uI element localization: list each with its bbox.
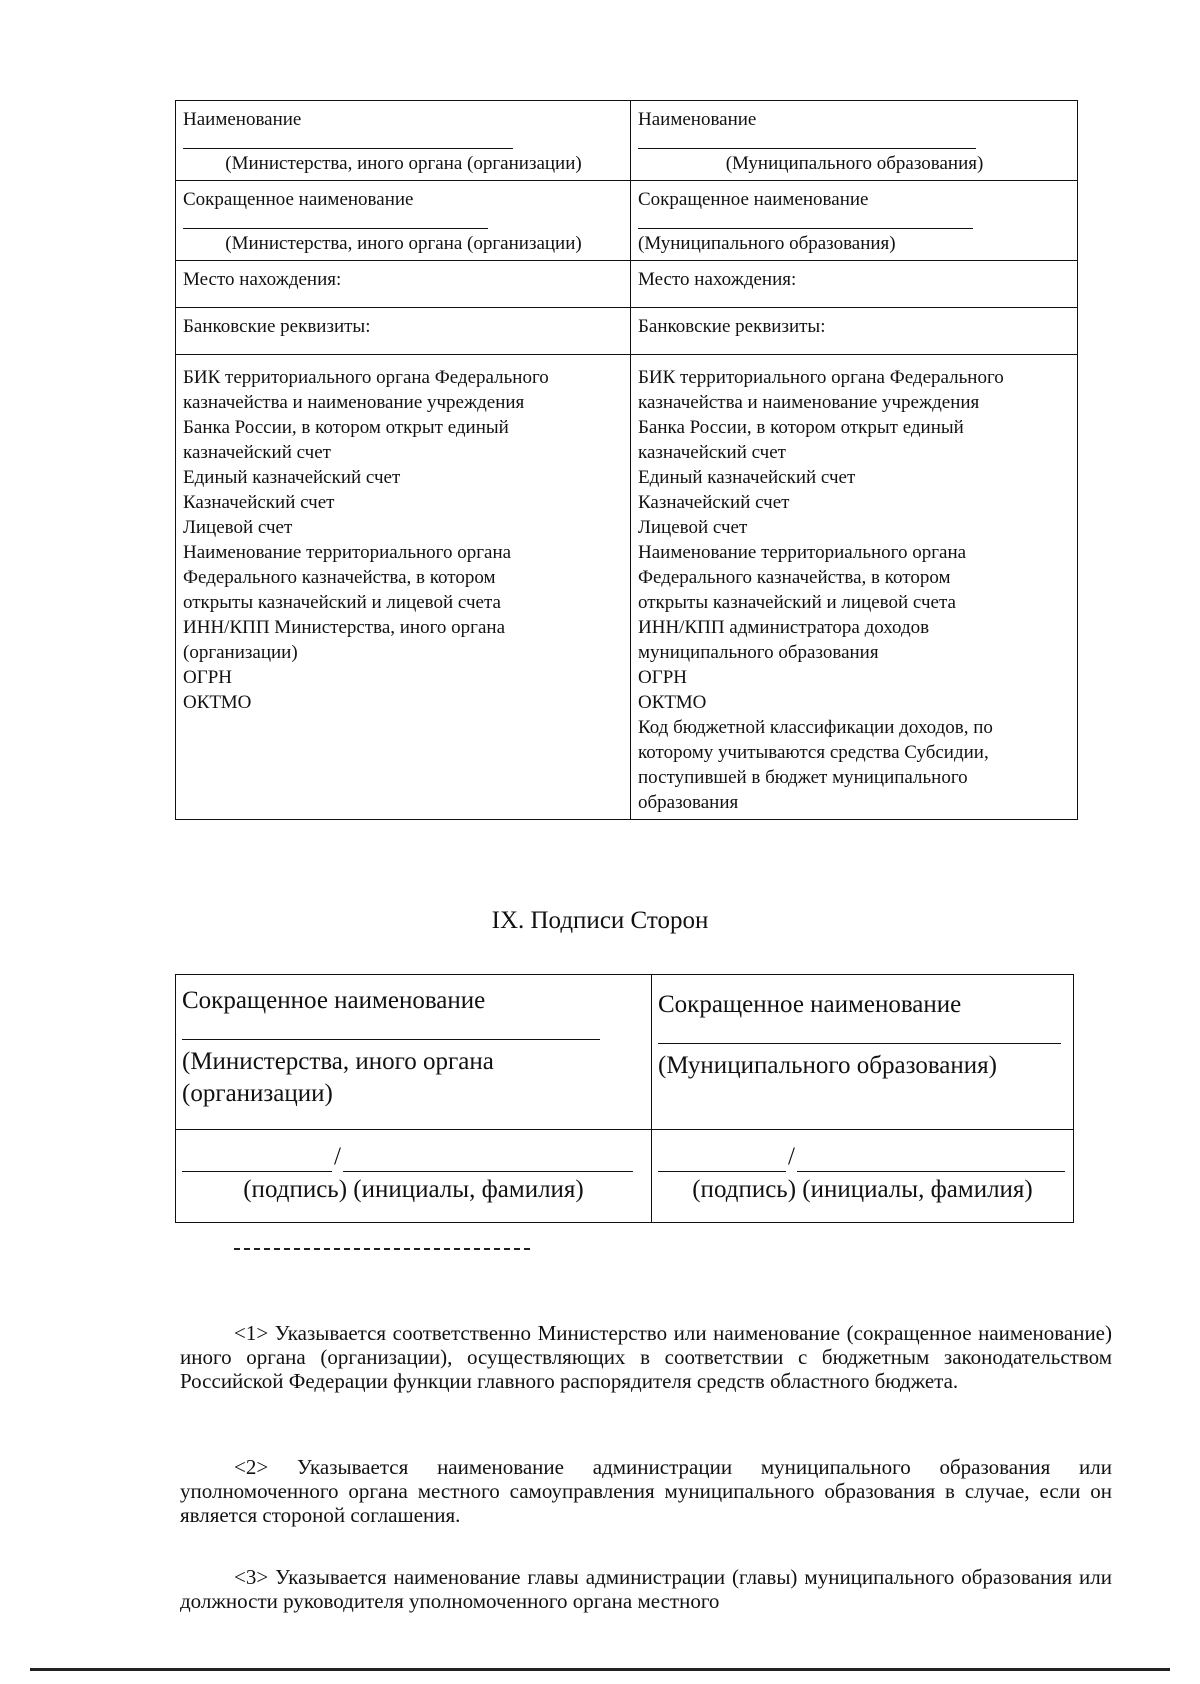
left-name-label: Наименование: [183, 109, 302, 130]
left-detail-line: (организации): [183, 642, 298, 663]
short-name-row: [176, 181, 1078, 261]
footnote-2: <2> Указывается наименование администрации муниципального образования или уполномоченного органа местного самоуправления муниципального образования в случае, если он является стороной соглашения.: [180, 1455, 1112, 1527]
bank-row: [176, 308, 1078, 355]
left-detail-line: Банка России, в котором открыт единый: [183, 417, 509, 438]
section-heading: IX. Подписи Сторон: [491, 907, 709, 934]
right-detail-line: БИК территориального органа Федерального: [638, 367, 1004, 388]
right-name-cell: [631, 101, 1078, 181]
left-detail-line: Единый казначейский счет: [183, 467, 401, 488]
left-detail-line: Федерального казначейства, в котором: [183, 567, 496, 588]
footnote-1: <1> Указывается соответственно Министерство или наименование (сокращенное наименование) иного органа (организации), осуществляющих в соответствии с бюджетным законодательством Российской Федерации функции главного распорядителя средств областного бюджета.: [180, 1321, 1112, 1393]
right-detail-line: муниципального образования: [638, 642, 879, 663]
right-detail-line: поступившей в бюджет муниципального: [638, 767, 968, 788]
right-detail-line: ОГРН: [638, 667, 687, 688]
right-detail-line: Лицевой счет: [638, 517, 748, 538]
right-detail-line: Единый казначейский счет: [638, 467, 856, 488]
page-bottom-rule: [30, 1668, 1170, 1671]
sig-left-slash: /: [334, 1143, 341, 1170]
right-short-label: Сокращенное наименование: [638, 189, 869, 210]
right-detail-line: Код бюджетной классификации доходов, по: [638, 717, 993, 738]
sig-right-name-blank: [797, 1141, 1065, 1172]
location-row: [176, 261, 1078, 308]
right-detail-line: ОКТМО: [638, 692, 707, 713]
left-short-label: Сокращенное наименование: [183, 189, 414, 210]
left-detail-line: ОКТМО: [183, 692, 252, 713]
left-short-cell: [176, 181, 631, 261]
right-name-sub: (Муниципального образования): [725, 153, 984, 174]
sig-left-signature-blank: [182, 1141, 332, 1172]
sig-left-sub-line1: (Министерства, иного органа: [182, 1048, 494, 1075]
left-details-list: [183, 365, 624, 715]
right-detail-line: казначейства и наименование учреждения: [638, 392, 980, 413]
right-detail-line: Банка России, в котором открыт единый: [638, 417, 964, 438]
right-location-cell: Место нахождения:: [631, 261, 1078, 308]
right-details-cell: [631, 355, 1078, 820]
left-bank-cell: Банковские реквизиты:: [176, 308, 631, 355]
footnote-divider: [234, 1248, 530, 1250]
sig-right-sign-cell: [652, 1130, 1074, 1223]
right-bank-cell: Банковские реквизиты:: [631, 308, 1078, 355]
right-detail-line: ИНН/КПП администратора доходов: [638, 617, 930, 638]
right-detail-line: открыты казначейский и лицевой счета: [638, 592, 956, 613]
right-detail-line: Казначейский счет: [638, 492, 790, 513]
right-short-sub: (Муниципального образования): [638, 233, 896, 254]
sig-right-signature-blank: [658, 1141, 786, 1172]
left-name-underline: [183, 132, 513, 149]
sig-name-row: [176, 975, 1074, 1130]
right-detail-line: Наименование территориального органа: [638, 542, 967, 563]
left-short-sub: (Министерства, иного органа (организации): [225, 233, 582, 254]
sig-left-short-label: Сокращенное наименование: [182, 987, 486, 1014]
left-location-cell: Место нахождения:: [176, 261, 631, 308]
sig-right-sign-line: [658, 1138, 1067, 1172]
right-detail-line: образования: [638, 792, 739, 813]
left-name-sub: (Министерства, иного органа (организации): [225, 153, 582, 174]
details-row: [176, 355, 1078, 820]
left-detail-line: БИК территориального органа Федерального: [183, 367, 549, 388]
right-detail-line: казначейский счет: [638, 442, 786, 463]
signatures-table: [175, 974, 1074, 1223]
sig-left-caption: (подпись) (инициалы, фамилия): [243, 1176, 584, 1203]
sig-right-slash: /: [788, 1143, 795, 1170]
left-detail-line: открыты казначейский и лицевой счета: [183, 592, 501, 613]
sig-right-underline: [658, 1021, 1061, 1044]
left-detail-line: казначейства и наименование учреждения: [183, 392, 525, 413]
sig-sign-row: [176, 1130, 1074, 1223]
left-detail-line: Лицевой счет: [183, 517, 293, 538]
sig-left-sign-line: [182, 1138, 645, 1172]
right-detail-line: которому учитываются средства Субсидии,: [638, 742, 989, 763]
right-detail-line: Федерального казначейства, в котором: [638, 567, 951, 588]
left-detail-line: казначейский счет: [183, 442, 331, 463]
sig-right-short-label: Сокращенное наименование: [658, 991, 962, 1018]
name-row: [176, 101, 1078, 181]
right-short-cell: [631, 181, 1078, 261]
left-detail-line: Казначейский счет: [183, 492, 335, 513]
sig-right-sub-line1: (Муниципального образования): [658, 1052, 997, 1079]
right-details-list: [638, 365, 1071, 815]
left-detail-line: ОГРН: [183, 667, 232, 688]
right-name-underline: [638, 132, 976, 149]
sig-left-name-cell: [176, 975, 652, 1130]
left-short-underline: [183, 212, 488, 229]
sig-left-sub-line2: (организации): [182, 1080, 333, 1107]
left-detail-line: ИНН/КПП Министерства, иного органа: [183, 617, 505, 638]
footnote-3: <3> Указывается наименование главы администрации (главы) муниципального образования или должности руководителя уполномоченного органа местного: [180, 1565, 1112, 1613]
right-name-label: Наименование: [638, 109, 757, 130]
sig-left-underline: [182, 1017, 600, 1040]
left-details-cell: [176, 355, 631, 820]
sig-right-caption: (подпись) (инициалы, фамилия): [692, 1176, 1033, 1203]
right-short-underline: [638, 212, 973, 229]
left-detail-line: Наименование территориального органа: [183, 542, 512, 563]
requisites-table: [175, 100, 1078, 820]
sig-right-name-cell: [652, 975, 1074, 1130]
sig-left-sign-cell: [176, 1130, 652, 1223]
sig-left-name-blank: [343, 1141, 633, 1172]
left-name-cell: [176, 101, 631, 181]
